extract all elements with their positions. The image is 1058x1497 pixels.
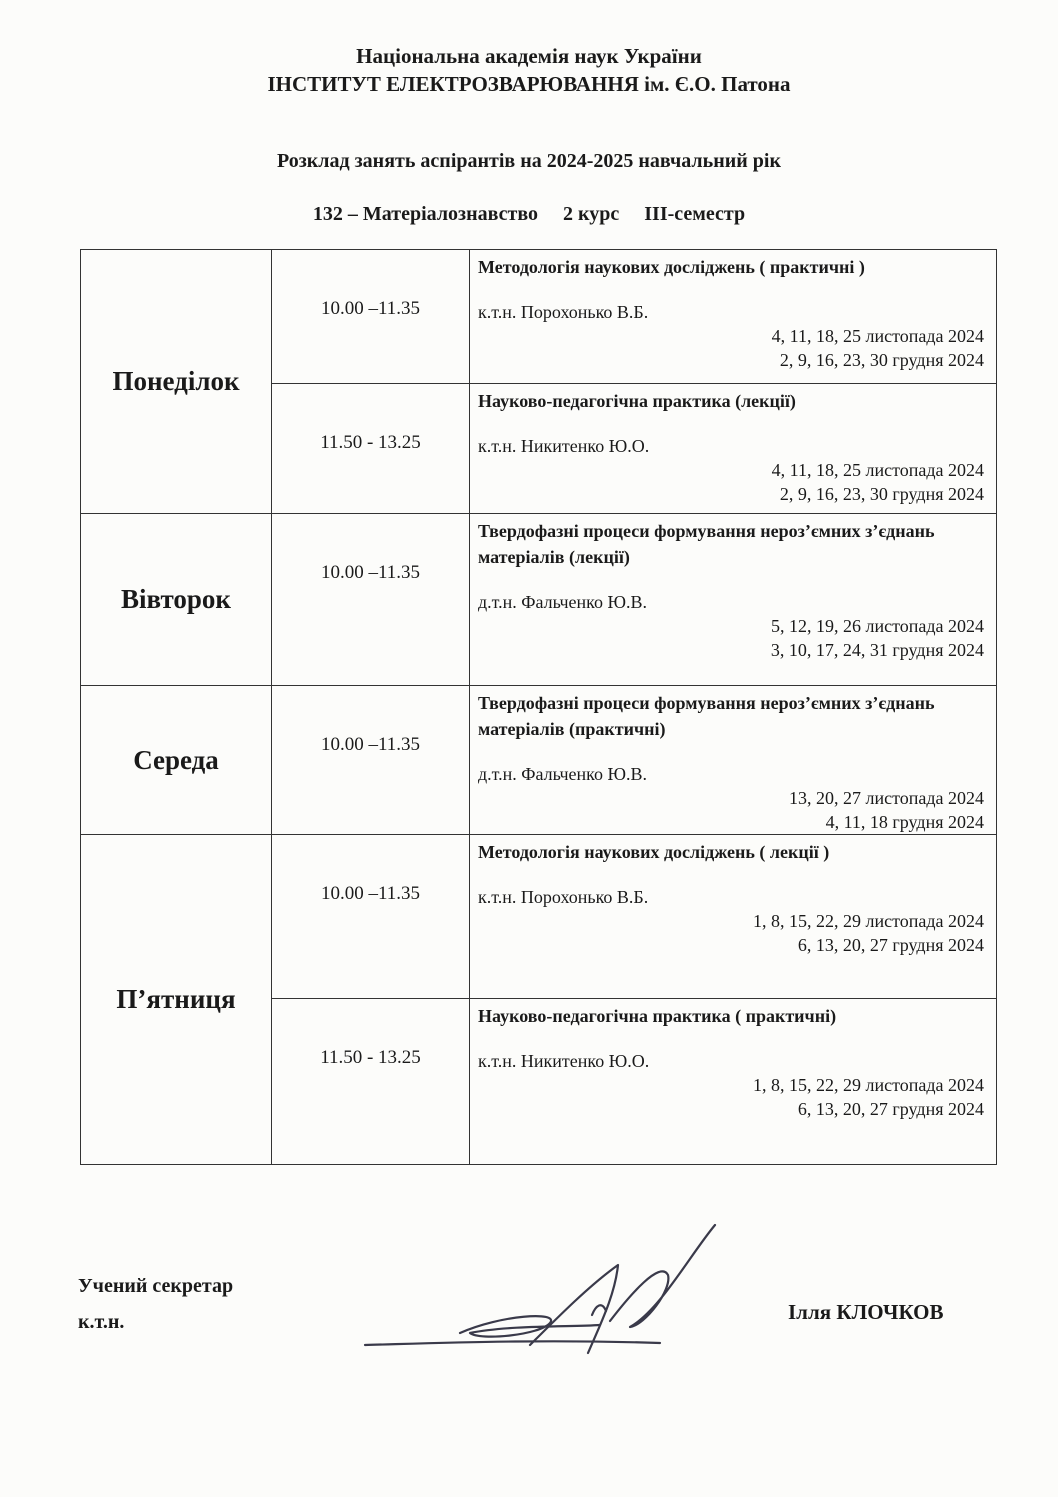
time-cell: 10.00 –11.35: [272, 250, 470, 384]
day-cell: Середа: [81, 686, 272, 835]
dates-november: 1, 8, 15, 22, 29 листопада 2024: [752, 911, 984, 931]
lesson-cell: [470, 514, 997, 686]
secretary-position: Учений секретар: [78, 1275, 234, 1297]
time-cell: 10.00 –11.35: [272, 686, 470, 835]
day-cell: Вівторок: [81, 514, 272, 686]
teacher: к.т.н. Порохонько В.Б.: [478, 887, 649, 907]
specialty: 132 – Матеріалознавство: [312, 203, 539, 225]
teacher: к.т.н. Никитенко Ю.О.: [478, 1051, 650, 1071]
institute-title: ІНСТИТУТ ЕЛЕКТРОЗВАРЮВАННЯ ім. Є.О. Патона: [267, 72, 791, 96]
day-cell: Понеділок: [81, 250, 272, 514]
specialty-line: [0, 203, 1058, 226]
lesson-cell: [470, 250, 997, 384]
dates-november: 4, 11, 18, 25 листопада 2024: [771, 460, 984, 480]
table-row: [81, 250, 997, 384]
dates-december: 6, 13, 20, 27 грудня 2024: [797, 1099, 984, 1119]
subject: Науково-педагогічна практика ( практичні): [478, 1006, 837, 1026]
table-row: [81, 835, 997, 999]
dates-december: 2, 9, 16, 23, 30 грудня 2024: [779, 350, 984, 370]
dates-december: 6, 13, 20, 27 грудня 2024: [797, 935, 984, 955]
dates-november: 13, 20, 27 листопада 2024: [788, 788, 984, 808]
lesson-cell: [470, 999, 997, 1165]
teacher: д.т.н. Фальченко Ю.В.: [478, 764, 648, 784]
time-cell: 10.00 –11.35: [272, 835, 470, 999]
teacher: к.т.н. Никитенко Ю.О.: [478, 436, 650, 456]
time-cell: 10.00 –11.35: [272, 514, 470, 686]
schedule-title: Розклад занять аспірантів на 2024-2025 навчальний рік: [277, 150, 781, 172]
dates-november: 4, 11, 18, 25 листопада 2024: [771, 326, 984, 346]
secretary-block: [78, 1268, 233, 1340]
secretary-degree: к.т.н.: [78, 1311, 125, 1333]
signature-icon: [360, 1215, 720, 1365]
subject: Твердофазні процеси формування нероз’ємних з’єднань матеріалів (лекції): [478, 521, 935, 567]
dates-november: 5, 12, 19, 26 листопада 2024: [770, 616, 984, 636]
time-cell: 11.50 - 13.25: [272, 999, 470, 1165]
academy-title: Національна академія наук України: [356, 44, 702, 68]
dates-december: 4, 11, 18 грудня 2024: [825, 812, 984, 832]
subject: Методологія наукових досліджень ( лекції ): [478, 842, 830, 862]
table-row: [81, 514, 997, 686]
time-cell: 11.50 - 13.25: [272, 384, 470, 514]
subject: Твердофазні процеси формування нероз’ємних з’єднань матеріалів (практичні): [478, 693, 935, 739]
day-cell: П’ятниця: [81, 835, 272, 1165]
teacher: к.т.н. Порохонько В.Б.: [478, 302, 649, 322]
dates-november: 1, 8, 15, 22, 29 листопада 2024: [752, 1075, 984, 1095]
semester: ІІІ-семестр: [644, 203, 746, 225]
table-row: [81, 686, 997, 835]
lesson-cell: [470, 686, 997, 835]
lesson-cell: [470, 835, 997, 999]
teacher: д.т.н. Фальченко Ю.В.: [478, 592, 648, 612]
dates-december: 2, 9, 16, 23, 30 грудня 2024: [779, 484, 984, 504]
subject: Методологія наукових досліджень ( практичні ): [478, 257, 865, 277]
subject: Науково-педагогічна практика (лекції): [478, 391, 796, 411]
lesson-cell: [470, 384, 997, 514]
secretary-name: Ілля КЛОЧКОВ: [788, 1300, 944, 1324]
course: 2 курс: [563, 203, 620, 225]
schedule-table: [80, 249, 997, 1165]
dates-december: 3, 10, 17, 24, 31 грудня 2024: [770, 640, 984, 660]
